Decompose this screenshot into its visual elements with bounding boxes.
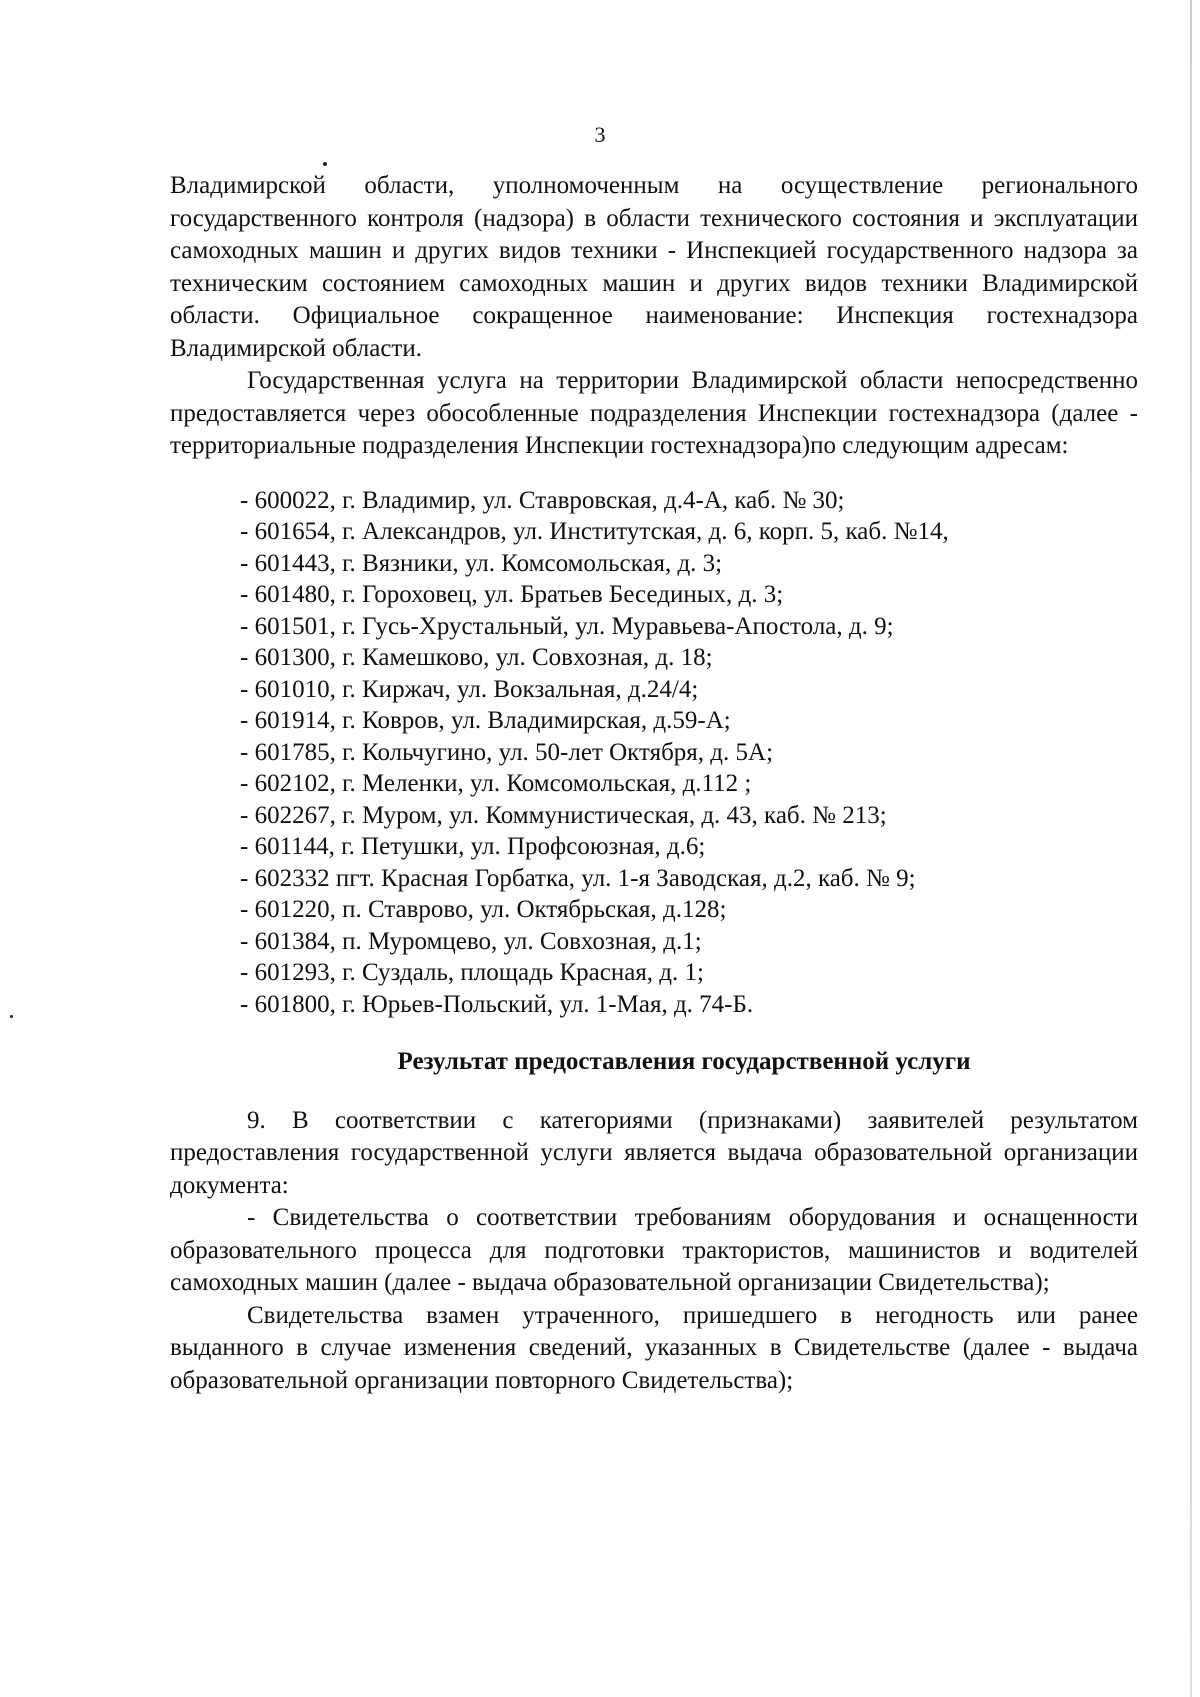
document-body [170,170,1138,1397]
address-item: - 602267, г. Муром, ул. Коммунистическая, д. 43, каб. № 213; [240,801,887,829]
certificate-paragraph: - Свидетельства о соответствии требованиям оборудования и оснащенности образовательного процесса для подготовки трактористов, машинистов и водителей самоходных машин (далее - выдача образовательной организации Свидетельства); [170,1204,1138,1296]
address-item: - 601914, г. Ковров, ул. Владимирская, д.59-А; [240,707,731,734]
address-item: - 601800, г. Юрьев-Польский, ул. 1-Мая, д. 74-Б. [240,990,754,1018]
scan-edge-line [1190,0,1192,1697]
service-paragraph: Государственная услуга на территории Владимирской области непосредственно предоставляется через обособленные подразделения Инспекции гостехнадзора (далее - территориальные подразделения Инспекции гостехнадзора)по следующим адресам: [170,367,1138,459]
address-item: - 601443, г. Вязники, ул. Комсомольская, д. 3; [240,549,723,577]
address-item: - 601010, г. Киржач, ул. Вокзальная, д.24/4; [240,675,699,703]
address-item: - 601785, г. Кольчугино, ул. 50-лет Октября, д. 5А; [240,738,774,766]
address-item: - 601384, п. Муромцево, ул. Совхозная, д.1; [240,927,702,955]
address-item: - 601144, г. Петушки, ул. Профсоюзная, д.6; [240,833,706,860]
address-item: - 602102, г. Меленки, ул. Комсомольская, д.112 ; [240,770,752,797]
address-list [170,485,1138,1021]
scan-speck [323,162,327,166]
page-number: 3 [594,122,606,147]
address-item: - 601480, г. Гороховец, ул. Братьев Бесединых, д. 3; [240,581,784,608]
section-heading: Результат предоставления государственной услуги [397,1048,971,1075]
address-item: - 600022, г. Владимир, ул. Ставровская, д.4-А, каб. № 30; [240,486,845,514]
address-item: - 602332 пгт. Красная Горбатка, ул. 1-я Заводская, д.2, каб. № 9; [240,864,916,892]
address-item: - 601220, п. Ставрово, ул. Октябрьская, д.128; [240,896,727,923]
intro-paragraph: Владимирской области, уполномоченным на осуществление регионального государственного контроля (надзора) в области технического состояния и эксплуатации самоходных машин и других видов техники - Инспекцией государственного надзора за техническим состоянием самоходных машин и других видов техники Владимирской области. Официальное сокращенное наименование: Инспекция гостехнадзора Владимирской области. [170,172,1138,362]
replacement-certificate-paragraph: Свидетельства взамен утраченного, пришедшего в негодность или ранее выданного в случае изменения сведений, указанных в Свидетельстве (далее - выдача образовательной организации повторного Свидетельства); [170,1301,1138,1394]
address-item: - 601300, г. Камешково, ул. Совхозная, д. 18; [240,644,713,671]
address-item: - 601293, г. Суздаль, площадь Красная, д. 1; [240,959,704,986]
address-item: - 601501, г. Гусь-Хрустальный, ул. Муравьева-Апостола, д. 9; [240,612,894,640]
item9-paragraph: 9. В соответствии с категориями (признаками) заявителей результатом предоставления государственной услуги является выдача образовательной организации документа: [170,1106,1138,1199]
address-item: - 601654, г. Александров, ул. Институтская, д. 6, корп. 5, каб. №14, [240,518,949,545]
scan-speck [10,1015,13,1018]
